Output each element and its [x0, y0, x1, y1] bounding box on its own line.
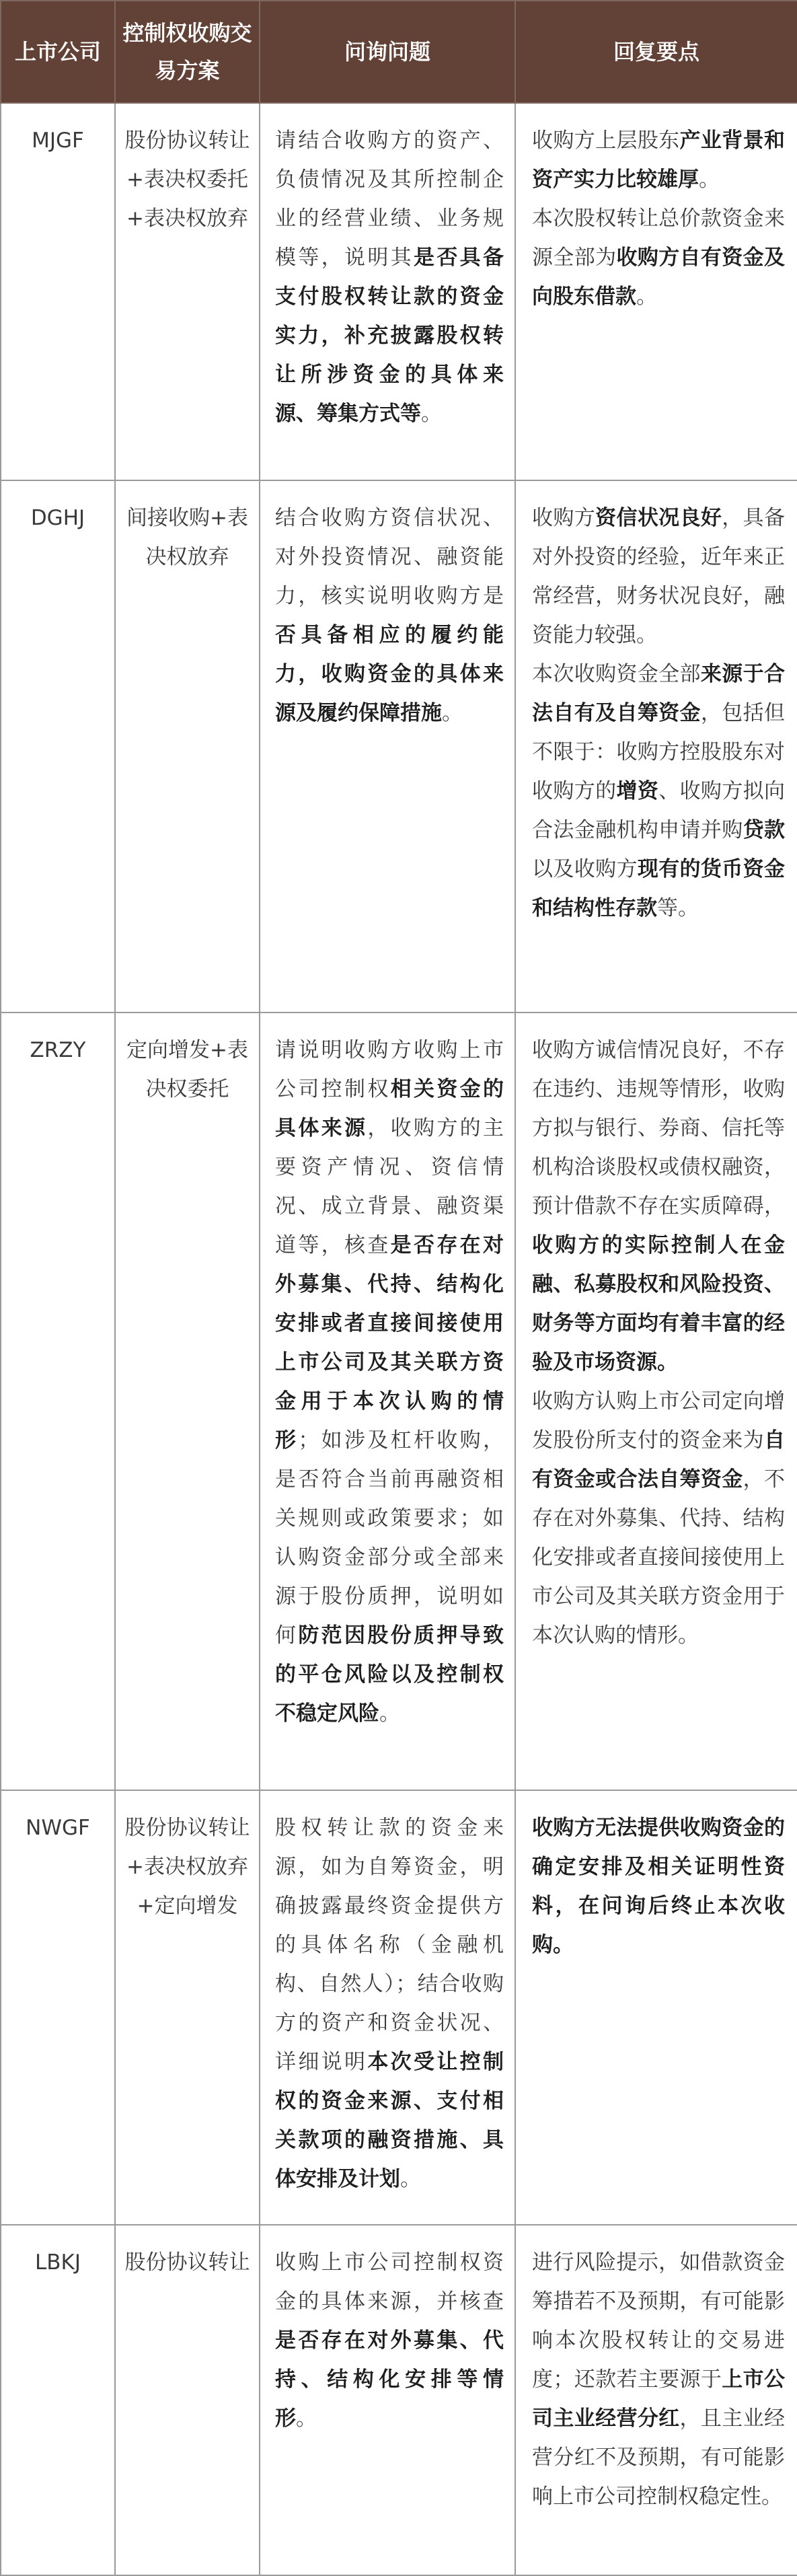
bold-text: 相关资金的具体来源	[275, 1077, 504, 1140]
text: 收购方诚信情况良好，不存在违约、违规等情形，收购方拟与银行、券商、信托等机构洽谈股权或债权融资，预计借款不存在实质障碍，	[532, 1038, 785, 1218]
bold-text: 上市公司主业经营分红	[532, 2367, 786, 2431]
bold-text: 是否具备支付股权转让款的资金实力，补充披露股权转让所涉资金的具体来源、筹集方式等	[275, 246, 504, 426]
cell-issue	[260, 1790, 515, 2225]
cell-paragraph	[532, 2243, 785, 2516]
bold-text: 现有的货币资金和结构性存款	[532, 857, 786, 920]
header-scheme: 控制权收购交易方案	[115, 1, 260, 103]
text: 、收购方拟向合法金融机构申请并购	[532, 779, 786, 842]
text: 收购方认购上市公司定向增发股份所支付的资金来为	[532, 1389, 785, 1452]
table-row	[1, 2225, 797, 2575]
table-row	[1, 1790, 797, 2225]
text: 进行风险提示，如借款资金筹措若不及预期，有可能影响本次股权转让的交易进度；还款若主要源于	[532, 2250, 785, 2392]
text: 。	[442, 701, 463, 725]
cell-reply	[515, 103, 797, 480]
text: ，且主业经营分红不及预期，有可能影响上市公司控制权稳定性。	[532, 2406, 786, 2509]
bold-text: 产业背景和资产实力比较雄厚	[532, 128, 786, 192]
cell-scheme: 定向增发+表决权委托	[115, 1013, 260, 1790]
text: ，包括但不限于：收购方控股股东对收购方的	[532, 701, 786, 803]
cell-paragraph	[532, 499, 785, 655]
header-issue: 问询问题	[260, 1, 515, 103]
text: 。	[421, 402, 442, 426]
cell-scheme: 股份协议转让+表决权委托+表决权放弃	[115, 103, 260, 480]
text: 请说明收购方收购上市公司控制权	[275, 1038, 504, 1101]
cell-paragraph	[532, 655, 785, 928]
text: 本次股权转让总价款资金来源全部为	[532, 207, 785, 270]
table-row	[1, 1013, 797, 1790]
bold-text: 收购方的实际控制人在金融、私募股权和风险投资、财务等方面均有着丰富的经验及市场资源。	[532, 1233, 785, 1374]
table-body	[1, 103, 797, 2575]
cell-issue	[260, 1013, 515, 1790]
text: 收购方上层股东	[532, 128, 680, 153]
cell-reply	[515, 480, 797, 1013]
bold-text: 增资	[616, 779, 659, 803]
text: 请结合收购方的资产、负债情况及其所控制企业的经营业绩、业务规模等，说明其	[275, 128, 504, 270]
cell-paragraph	[275, 1031, 504, 1733]
cell-reply	[515, 1013, 797, 1790]
cell-issue	[260, 480, 515, 1013]
text: 等。	[657, 896, 699, 920]
bold-text: 资信状况良好	[595, 506, 722, 530]
bold-text: 自有资金或合法自筹资金	[532, 1428, 785, 1492]
cell-paragraph	[275, 121, 504, 433]
bold-text: 来源于合法自有及自筹资金	[532, 662, 786, 725]
bold-text: 收购方自有资金及向股东借款	[532, 246, 786, 309]
table-row	[1, 103, 797, 480]
bold-text: 是否存在对外募集、代持、结构化安排或者直接间接使用上市公司及其关联方资金用于本次认购的情形	[275, 1233, 504, 1452]
cell-paragraph	[275, 1808, 504, 2199]
text: 以及收购方	[532, 857, 638, 881]
text: 结合收购方资信状况、对外投资情况、融资能力，核实说明收购方是	[275, 506, 504, 608]
cell-company: ZRZY	[1, 1013, 115, 1790]
text: ，具备对外投资的经验，近年来正常经营，财务状况良好，融资能力较强。	[532, 506, 786, 647]
cell-paragraph	[532, 1382, 785, 1655]
cell-company: NWGF	[1, 1790, 115, 2225]
text: 收购上市公司控制权资金的具体来源，并核查	[275, 2250, 504, 2314]
cell-paragraph	[532, 1031, 785, 1382]
cell-company: MJGF	[1, 103, 115, 480]
cell-issue	[260, 103, 515, 480]
cell-reply	[515, 1790, 797, 2225]
table-row	[1, 480, 797, 1013]
text: 股权转让款的资金来源，如为自筹资金，明确披露最终资金提供方的具体名称（金融机构、自然人）；结合收购方的资产和资金状况、详细说明	[275, 1816, 504, 2074]
cell-company: DGHJ	[1, 480, 115, 1013]
cell-reply	[515, 2225, 797, 2575]
text: ，不存在对外募集、代持、结构化安排或者直接间接使用上市公司及其关联方资金用于本次认购的情形。	[532, 1467, 786, 1648]
cell-paragraph	[532, 1808, 785, 1964]
bold-text: 防范因股份质押导致的平仓风险以及控制权不稳定风险	[275, 1623, 504, 1726]
table-header	[1, 1, 797, 103]
cell-paragraph	[275, 499, 504, 733]
text: ；如涉及杠杆收购，是否符合当前再融资相关规则或政策要求；如认购资金部分或全部来源于股份质押，说明如何	[275, 1428, 504, 1648]
text: 。	[636, 285, 657, 309]
cell-paragraph	[275, 2243, 504, 2438]
bold-text: 贷款	[743, 818, 786, 842]
header-reply: 回复要点	[515, 1, 797, 103]
text: 。	[400, 2167, 421, 2191]
cell-scheme: 股份协议转让	[115, 2225, 260, 2575]
cell-paragraph	[532, 199, 785, 316]
text: 收购方	[532, 506, 596, 530]
cell-scheme: 间接收购+表决权放弃	[115, 480, 260, 1013]
cell-issue	[260, 2225, 515, 2575]
text: 。	[699, 168, 720, 192]
bold-text: 本次受让控制权的资金来源、支付相关款项的融资措施、具体安排及计划	[275, 2050, 504, 2191]
text: 本次收购资金全部	[532, 662, 701, 686]
bold-text: 收购方无法提供收购资金的确定安排及相关证明性资料，在问询后终止本次收购。	[532, 1816, 785, 1957]
header-row	[1, 1, 797, 103]
cell-scheme: 股份协议转让+表决权放弃+定向增发	[115, 1790, 260, 2225]
header-company: 上市公司	[1, 1, 115, 103]
cell-company: LBKJ	[1, 2225, 115, 2575]
text: 。	[296, 2406, 317, 2431]
text: 。	[379, 1701, 400, 1726]
text: ，收购方的主要资产情况、资信情况、成立背景、融资渠道等，核查	[275, 1116, 504, 1257]
bold-text: 否具备相应的履约能力，收购资金的具体来源及履约保障措施	[275, 623, 504, 725]
cell-paragraph	[532, 121, 785, 199]
bold-text: 是否存在对外募集、代持、结构化安排等情形	[275, 2328, 504, 2431]
